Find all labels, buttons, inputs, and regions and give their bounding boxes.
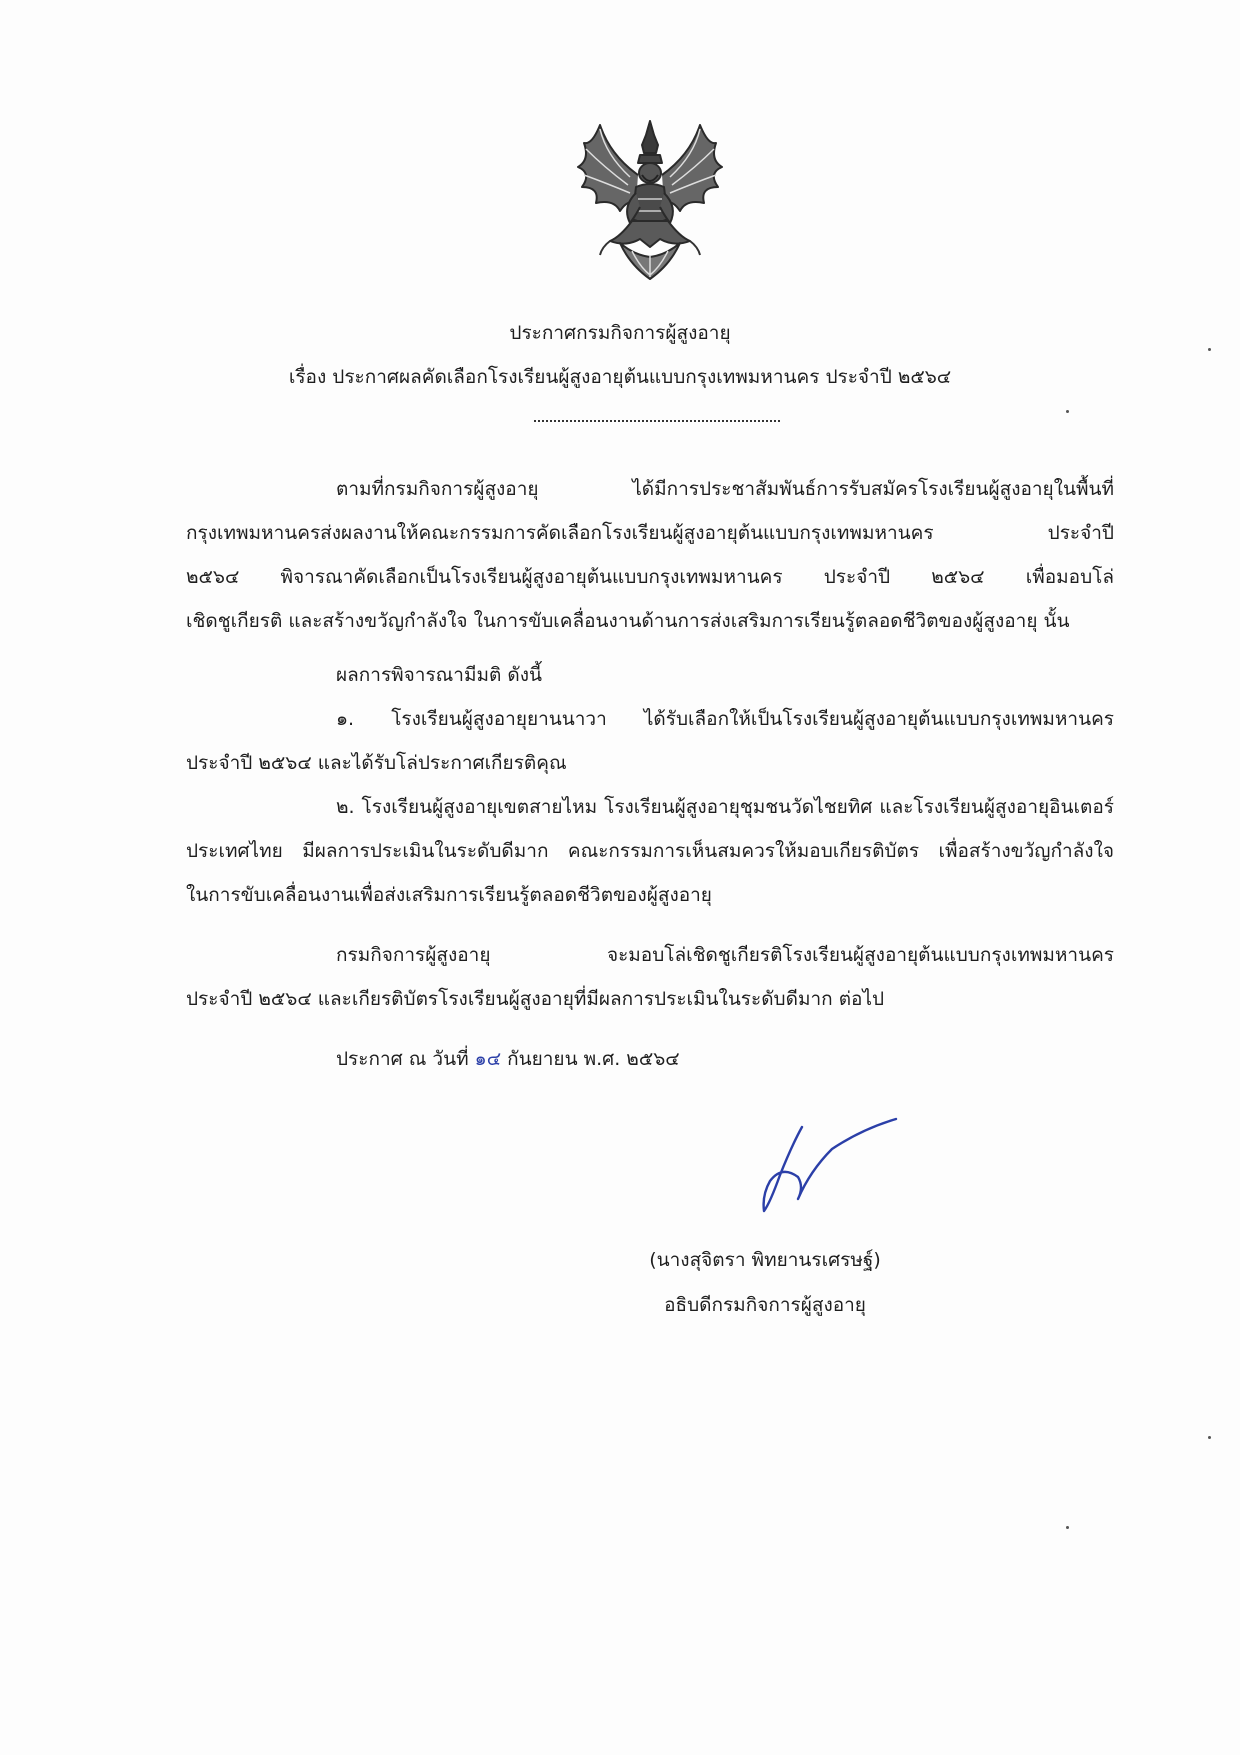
- signatory-title: อธิบดีกรมกิจการผู้สูงอายุ: [664, 1294, 866, 1316]
- item1-line-1: ๑. โรงเรียนผู้สูงอายุยานนาวา ได้รับเลือกให้เป็นโรงเรียนผู้สูงอายุต้นแบบกรุงเทพมหานคร: [336, 708, 1114, 730]
- p3-line-2: ประจำปี ๒๕๖๔ และเกียรติบัตรโรงเรียนผู้สูงอายุที่มีผลการประเมินในระดับดีมาก ต่อไป: [186, 988, 885, 1010]
- scan-speck: [1066, 1526, 1069, 1529]
- p1-line-4: เชิดชูเกียรติ และสร้างขวัญกำลังใจ ในการขับเคลื่อนงานด้านการส่งเสริมการเรียนรู้ตลอดชีวิตของผู้สูงอายุ นั้น: [186, 610, 1070, 632]
- date-suffix: กันยายน พ.ศ. ๒๕๖๔: [507, 1048, 680, 1070]
- item1-line-2: ประจำปี ๒๕๖๔ และได้รับโล่ประกาศเกียรติคุณ: [186, 752, 567, 774]
- p1-line-2: กรุงเทพมหานครส่งผลงานให้คณะกรรมการคัดเลือกโรงเรียนผู้สูงอายุต้นแบบกรุงเทพมหานคร ประจำปี: [186, 522, 1114, 544]
- p1-line-1: ตามที่กรมกิจการผู้สูงอายุ ได้มีการประชาสัมพันธ์การรับสมัครโรงเรียนผู้สูงอายุในพื้นที่: [336, 478, 1114, 500]
- document-subject: เรื่อง ประกาศผลคัดเลือกโรงเรียนผู้สูงอายุต้นแบบกรุงเทพมหานคร ประจำปี ๒๕๖๔: [288, 366, 952, 388]
- scan-speck: [1208, 1436, 1211, 1439]
- p3-line-1: กรมกิจการผู้สูงอายุ จะมอบโล่เชิดชูเกียรติโรงเรียนผู้สูงอายุต้นแบบกรุงเทพมหานคร: [336, 944, 1114, 966]
- scan-speck: [1066, 410, 1069, 413]
- p1-line-3: ๒๕๖๔ พิจารณาคัดเลือกเป็นโรงเรียนผู้สูงอายุต้นแบบกรุงเทพมหานคร ประจำปี ๒๕๖๔ เพื่อมอบโล่: [186, 566, 1114, 588]
- document-title: ประกาศกรมกิจการผู้สูงอายุ: [509, 322, 731, 344]
- p2-line: ผลการพิจารณามีมติ ดังนี้: [336, 664, 543, 686]
- dotted-separator: [534, 420, 780, 422]
- handwritten-signature: [752, 1115, 902, 1225]
- item2-line-1: ๒. โรงเรียนผู้สูงอายุเขตสายไหม โรงเรียนผู้สูงอายุชุมชนวัดไชยทิศ และโรงเรียนผู้สูงอายุอินเตอร์: [336, 796, 1114, 818]
- item2-line-3: ในการขับเคลื่อนงานเพื่อส่งเสริมการเรียนรู้ตลอดชีวิตของผู้สูงอายุ: [186, 884, 712, 906]
- garuda-emblem-icon: [570, 115, 730, 285]
- date-day: ๑๔: [474, 1048, 502, 1070]
- signatory-name: (นางสุจิตรา พิทยานรเศรษฐ์): [649, 1249, 881, 1271]
- announcement-date: [336, 1044, 680, 1074]
- item2-line-2: ประเทศไทย มีผลการประเมินในระดับดีมาก คณะกรรมการเห็นสมควรให้มอบเกียรติบัตร เพื่อสร้างขวัญกำลังใจ: [186, 840, 1114, 862]
- scan-speck: [1208, 348, 1211, 351]
- date-prefix: ประกาศ ณ วันที่: [336, 1048, 469, 1070]
